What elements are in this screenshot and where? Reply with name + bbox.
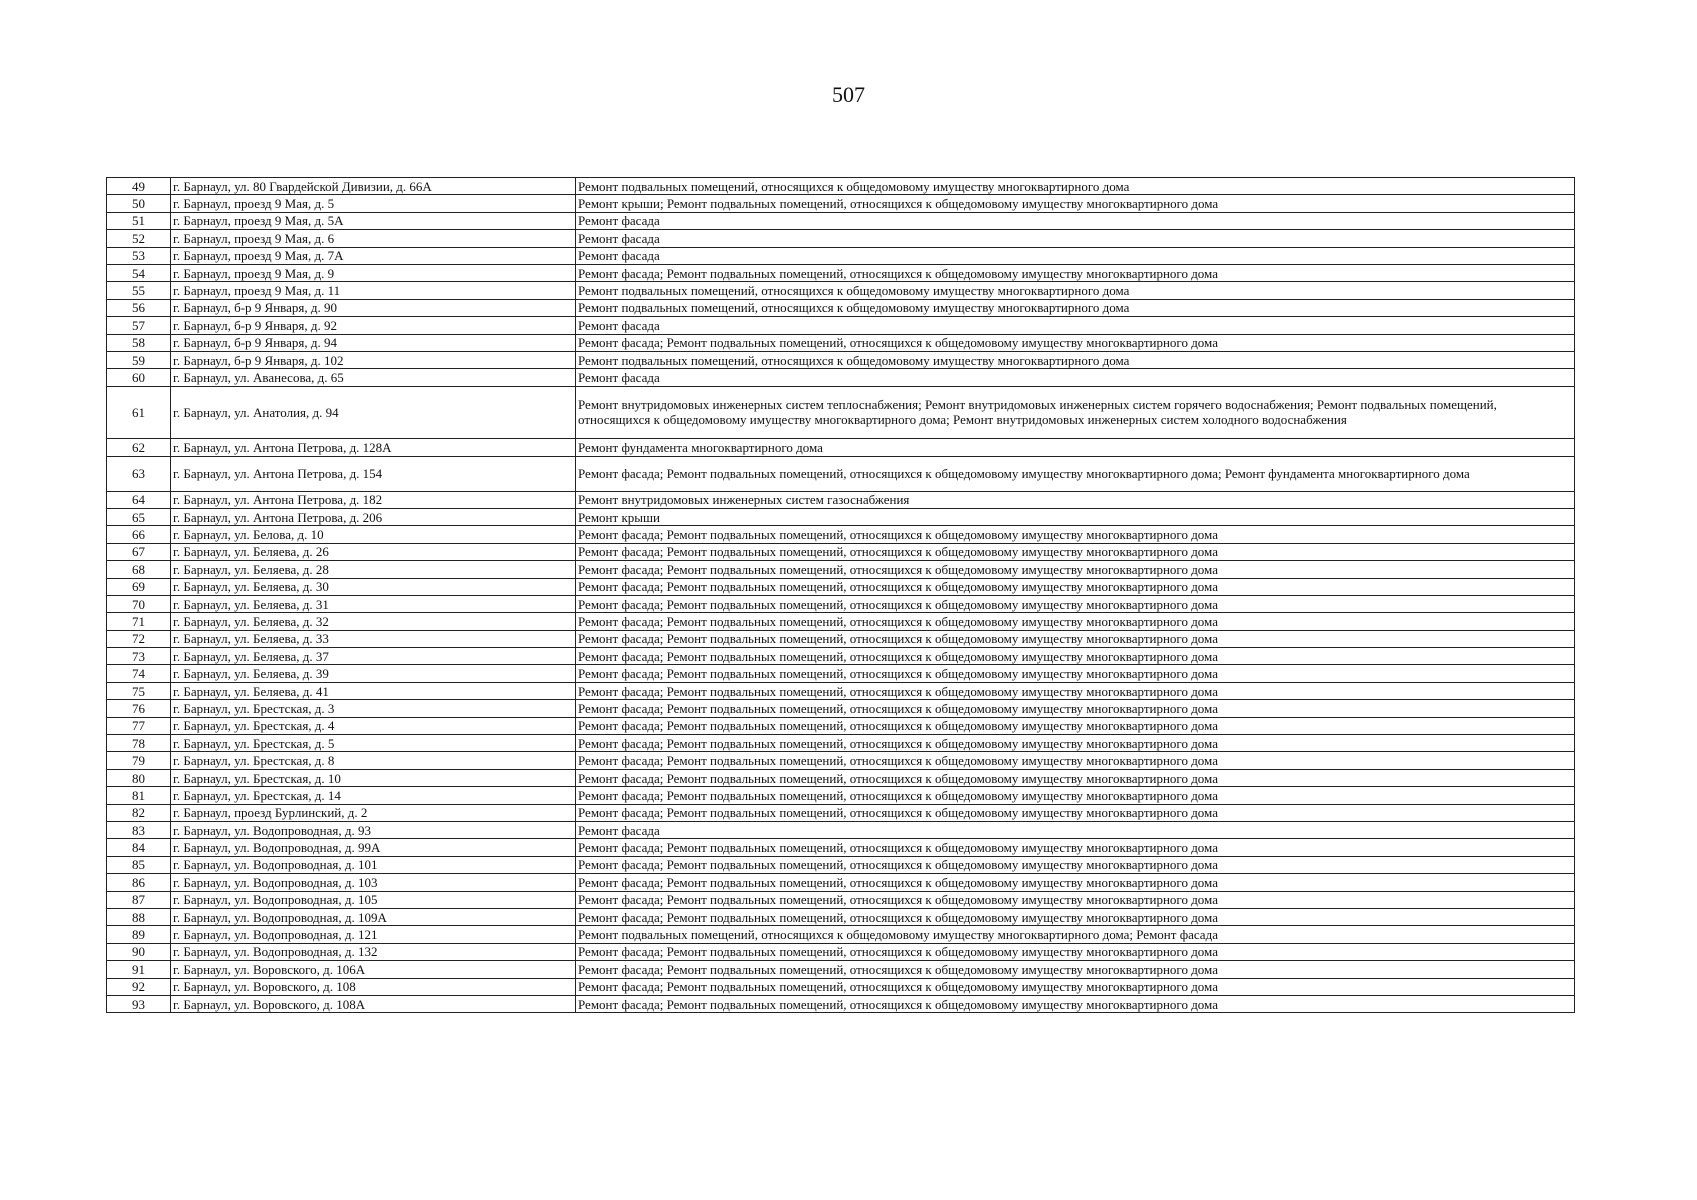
repair-work-cell: Ремонт фасада; Ремонт подвальных помещений, относящихся к общедомовому имуществу многоквартирного дома xyxy=(576,839,1575,856)
repair-work-cell: Ремонт фасада; Ремонт подвальных помещений, относящихся к общедомовому имуществу многоквартирного дома xyxy=(576,804,1575,821)
row-number-cell: 81 xyxy=(107,787,171,804)
table-row xyxy=(107,926,1575,943)
table-row xyxy=(107,665,1575,682)
table-row xyxy=(107,717,1575,734)
table-row xyxy=(107,908,1575,925)
repair-work-cell: Ремонт фасада; Ремонт подвальных помещений, относящихся к общедомовому имуществу многоквартирного дома xyxy=(576,578,1575,595)
address-cell: г. Барнаул, ул. Анатолия, д. 94 xyxy=(171,386,576,439)
row-number-cell: 77 xyxy=(107,717,171,734)
row-number-cell: 79 xyxy=(107,752,171,769)
repair-work-cell: Ремонт фасада; Ремонт подвальных помещений, относящихся к общедомовому имуществу многоквартирного дома xyxy=(576,526,1575,543)
table-row xyxy=(107,491,1575,508)
address-cell: г. Барнаул, ул. Аванесова, д. 65 xyxy=(171,369,576,386)
address-cell: г. Барнаул, проезд 9 Мая, д. 5 xyxy=(171,195,576,212)
row-number-cell: 82 xyxy=(107,804,171,821)
row-number-cell: 70 xyxy=(107,595,171,612)
address-cell: г. Барнаул, б-р 9 Января, д. 90 xyxy=(171,299,576,316)
address-cell: г. Барнаул, проезд 9 Мая, д. 7А xyxy=(171,247,576,264)
address-cell: г. Барнаул, ул. Беляева, д. 28 xyxy=(171,561,576,578)
address-cell: г. Барнаул, проезд 9 Мая, д. 11 xyxy=(171,282,576,299)
address-cell: г. Барнаул, ул. Водопроводная, д. 101 xyxy=(171,856,576,873)
table-row xyxy=(107,178,1575,195)
address-cell: г. Барнаул, ул. Брестская, д. 4 xyxy=(171,717,576,734)
address-cell: г. Барнаул, ул. Водопроводная, д. 121 xyxy=(171,926,576,943)
row-number-cell: 89 xyxy=(107,926,171,943)
repair-work-cell: Ремонт фасада xyxy=(576,212,1575,229)
page-number: 507 xyxy=(832,82,865,107)
repair-work-cell: Ремонт фасада; Ремонт подвальных помещений, относящихся к общедомовому имуществу многоквартирного дома xyxy=(576,961,1575,978)
row-number-cell: 80 xyxy=(107,769,171,786)
table-row xyxy=(107,839,1575,856)
table-body xyxy=(107,178,1575,1013)
table-row xyxy=(107,317,1575,334)
row-number-cell: 91 xyxy=(107,961,171,978)
row-number-cell: 84 xyxy=(107,839,171,856)
repair-work-cell: Ремонт фасада; Ремонт подвальных помещений, относящихся к общедомовому имуществу многоквартирного дома xyxy=(576,735,1575,752)
row-number-cell: 71 xyxy=(107,613,171,630)
table-row xyxy=(107,978,1575,995)
address-cell: г. Барнаул, ул. Беляева, д. 31 xyxy=(171,595,576,612)
repair-work-cell: Ремонт внутридомовых инженерных систем теплоснабжения; Ремонт внутридомовых инженерных систем горячего водоснабжения; Ремонт подвальных помещений, относящихся к общедомовому имуществу многоквартирного дома; Ремонт внутридомовых инженерных систем холодного водоснабжения xyxy=(576,386,1575,439)
table-row xyxy=(107,682,1575,699)
repair-work-cell: Ремонт фасада; Ремонт подвальных помещений, относящихся к общедомовому имуществу многоквартирного дома xyxy=(576,908,1575,925)
table-row xyxy=(107,595,1575,612)
repair-work-cell: Ремонт подвальных помещений, относящихся к общедомовому имуществу многоквартирного дома xyxy=(576,178,1575,195)
repair-work-cell: Ремонт фасада; Ремонт подвальных помещений, относящихся к общедомовому имуществу многоквартирного дома xyxy=(576,334,1575,351)
table-row xyxy=(107,856,1575,873)
repair-work-cell: Ремонт фасада; Ремонт подвальных помещений, относящихся к общедомовому имуществу многоквартирного дома xyxy=(576,630,1575,647)
address-cell: г. Барнаул, ул. Брестская, д. 8 xyxy=(171,752,576,769)
table-row xyxy=(107,299,1575,316)
repair-work-cell: Ремонт фасада; Ремонт подвальных помещений, относящихся к общедомовому имуществу многоквартирного дома xyxy=(576,543,1575,560)
table-row xyxy=(107,578,1575,595)
repair-work-cell: Ремонт фасада xyxy=(576,230,1575,247)
row-number-cell: 52 xyxy=(107,230,171,247)
table-row xyxy=(107,195,1575,212)
table-row xyxy=(107,769,1575,786)
table-row xyxy=(107,735,1575,752)
address-cell: г. Барнаул, ул. Антона Петрова, д. 128А xyxy=(171,439,576,456)
repair-work-cell: Ремонт фасада; Ремонт подвальных помещений, относящихся к общедомовому имуществу многоквартирного дома xyxy=(576,665,1575,682)
repair-work-cell: Ремонт подвальных помещений, относящихся к общедомовому имуществу многоквартирного дома xyxy=(576,282,1575,299)
address-cell: г. Барнаул, ул. Антона Петрова, д. 182 xyxy=(171,491,576,508)
row-number-cell: 61 xyxy=(107,386,171,439)
row-number-cell: 49 xyxy=(107,178,171,195)
address-cell: г. Барнаул, ул. Беляева, д. 32 xyxy=(171,613,576,630)
row-number-cell: 55 xyxy=(107,282,171,299)
repair-work-cell: Ремонт фасада; Ремонт подвальных помещений, относящихся к общедомовому имуществу многоквартирного дома xyxy=(576,874,1575,891)
table-row xyxy=(107,212,1575,229)
address-cell: г. Барнаул, проезд 9 Мая, д. 9 xyxy=(171,264,576,281)
address-cell: г. Барнаул, проезд 9 Мая, д. 6 xyxy=(171,230,576,247)
row-number-cell: 92 xyxy=(107,978,171,995)
table-row xyxy=(107,508,1575,525)
repair-work-cell: Ремонт фасада; Ремонт подвальных помещений, относящихся к общедомовому имуществу многоквартирного дома xyxy=(576,769,1575,786)
table-row xyxy=(107,995,1575,1012)
row-number-cell: 85 xyxy=(107,856,171,873)
repair-work-cell: Ремонт крыши; Ремонт подвальных помещений, относящихся к общедомовому имуществу многоквартирного дома xyxy=(576,195,1575,212)
repair-work-cell: Ремонт фундамента многоквартирного дома xyxy=(576,439,1575,456)
row-number-cell: 75 xyxy=(107,682,171,699)
address-cell: г. Барнаул, ул. Беляева, д. 37 xyxy=(171,648,576,665)
address-cell: г. Барнаул, ул. Беляева, д. 33 xyxy=(171,630,576,647)
repair-work-cell: Ремонт фасада; Ремонт подвальных помещений, относящихся к общедомовому имуществу многоквартирного дома xyxy=(576,264,1575,281)
address-cell: г. Барнаул, ул. Беляева, д. 39 xyxy=(171,665,576,682)
repair-work-cell: Ремонт фасада xyxy=(576,247,1575,264)
table-row xyxy=(107,787,1575,804)
address-cell: г. Барнаул, ул. Брестская, д. 3 xyxy=(171,700,576,717)
table-row xyxy=(107,264,1575,281)
row-number-cell: 58 xyxy=(107,334,171,351)
table-row xyxy=(107,943,1575,960)
table-row xyxy=(107,456,1575,491)
repair-work-cell: Ремонт фасада xyxy=(576,317,1575,334)
address-cell: г. Барнаул, ул. Водопроводная, д. 99А xyxy=(171,839,576,856)
repair-work-cell: Ремонт фасада; Ремонт подвальных помещений, относящихся к общедомовому имуществу многоквартирного дома xyxy=(576,995,1575,1012)
address-cell: г. Барнаул, б-р 9 Января, д. 102 xyxy=(171,351,576,368)
row-number-cell: 51 xyxy=(107,212,171,229)
repair-work-cell: Ремонт подвальных помещений, относящихся к общедомовому имуществу многоквартирного дома; Ремонт фасада xyxy=(576,926,1575,943)
repair-work-cell: Ремонт подвальных помещений, относящихся к общедомовому имуществу многоквартирного дома xyxy=(576,351,1575,368)
row-number-cell: 90 xyxy=(107,943,171,960)
address-cell: г. Барнаул, ул. Воровского, д. 106А xyxy=(171,961,576,978)
table-row xyxy=(107,700,1575,717)
row-number-cell: 73 xyxy=(107,648,171,665)
repair-work-cell: Ремонт подвальных помещений, относящихся к общедомовому имуществу многоквартирного дома xyxy=(576,299,1575,316)
table-row xyxy=(107,561,1575,578)
table-row xyxy=(107,526,1575,543)
row-number-cell: 86 xyxy=(107,874,171,891)
address-cell: г. Барнаул, ул. Беляева, д. 30 xyxy=(171,578,576,595)
table-row xyxy=(107,230,1575,247)
row-number-cell: 64 xyxy=(107,491,171,508)
repair-work-cell: Ремонт фасада; Ремонт подвальных помещений, относящихся к общедомовому имуществу многоквартирного дома xyxy=(576,561,1575,578)
table-row xyxy=(107,613,1575,630)
address-cell: г. Барнаул, б-р 9 Января, д. 94 xyxy=(171,334,576,351)
row-number-cell: 54 xyxy=(107,264,171,281)
row-number-cell: 87 xyxy=(107,891,171,908)
address-cell: г. Барнаул, ул. Водопроводная, д. 105 xyxy=(171,891,576,908)
table-row xyxy=(107,752,1575,769)
table-row xyxy=(107,874,1575,891)
repair-work-cell: Ремонт крыши xyxy=(576,508,1575,525)
address-cell: г. Барнаул, ул. Беляева, д. 41 xyxy=(171,682,576,699)
address-cell: г. Барнаул, б-р 9 Января, д. 92 xyxy=(171,317,576,334)
repair-work-cell: Ремонт фасада; Ремонт подвальных помещений, относящихся к общедомовому имуществу многоквартирного дома xyxy=(576,613,1575,630)
row-number-cell: 53 xyxy=(107,247,171,264)
table-row xyxy=(107,369,1575,386)
table-row xyxy=(107,282,1575,299)
row-number-cell: 68 xyxy=(107,561,171,578)
repair-work-cell: Ремонт фасада xyxy=(576,822,1575,839)
row-number-cell: 67 xyxy=(107,543,171,560)
address-cell: г. Барнаул, ул. Водопроводная, д. 93 xyxy=(171,822,576,839)
address-cell: г. Барнаул, ул. Антона Петрова, д. 206 xyxy=(171,508,576,525)
address-cell: г. Барнаул, ул. Водопроводная, д. 109А xyxy=(171,908,576,925)
row-number-cell: 56 xyxy=(107,299,171,316)
address-cell: г. Барнаул, ул. Воровского, д. 108А xyxy=(171,995,576,1012)
row-number-cell: 88 xyxy=(107,908,171,925)
repair-work-cell: Ремонт фасада; Ремонт подвальных помещений, относящихся к общедомовому имуществу многоквартирного дома xyxy=(576,700,1575,717)
address-cell: г. Барнаул, проезд 9 Мая, д. 5А xyxy=(171,212,576,229)
table-row xyxy=(107,247,1575,264)
address-cell: г. Барнаул, ул. Брестская, д. 14 xyxy=(171,787,576,804)
repair-work-cell: Ремонт фасада; Ремонт подвальных помещений, относящихся к общедомовому имуществу многоквартирного дома xyxy=(576,943,1575,960)
row-number-cell: 57 xyxy=(107,317,171,334)
address-cell: г. Барнаул, ул. Водопроводная, д. 103 xyxy=(171,874,576,891)
address-cell: г. Барнаул, ул. Белова, д. 10 xyxy=(171,526,576,543)
row-number-cell: 78 xyxy=(107,735,171,752)
address-cell: г. Барнаул, ул. Водопроводная, д. 132 xyxy=(171,943,576,960)
row-number-cell: 65 xyxy=(107,508,171,525)
address-cell: г. Барнаул, ул. Воровского, д. 108 xyxy=(171,978,576,995)
repair-work-cell: Ремонт внутридомовых инженерных систем газоснабжения xyxy=(576,491,1575,508)
table-row xyxy=(107,822,1575,839)
repair-work-cell: Ремонт фасада; Ремонт подвальных помещений, относящихся к общедомовому имуществу многоквартирного дома xyxy=(576,717,1575,734)
table-row xyxy=(107,543,1575,560)
address-cell: г. Барнаул, ул. Брестская, д. 10 xyxy=(171,769,576,786)
table-row xyxy=(107,891,1575,908)
repair-work-cell: Ремонт фасада; Ремонт подвальных помещений, относящихся к общедомовому имуществу многоквартирного дома xyxy=(576,648,1575,665)
repair-work-cell: Ремонт фасада; Ремонт подвальных помещений, относящихся к общедомовому имуществу многоквартирного дома xyxy=(576,595,1575,612)
table-row xyxy=(107,386,1575,439)
row-number-cell: 63 xyxy=(107,456,171,491)
table-row xyxy=(107,334,1575,351)
repair-work-cell: Ремонт фасада; Ремонт подвальных помещений, относящихся к общедомовому имуществу многоквартирного дома xyxy=(576,978,1575,995)
address-cell: г. Барнаул, проезд Бурлинский, д. 2 xyxy=(171,804,576,821)
repair-work-cell: Ремонт фасада; Ремонт подвальных помещений, относящихся к общедомовому имуществу многоквартирного дома xyxy=(576,856,1575,873)
repair-work-cell: Ремонт фасада; Ремонт подвальных помещений, относящихся к общедомовому имуществу многоквартирного дома; Ремонт фундамента многоквартирного дома xyxy=(576,456,1575,491)
row-number-cell: 69 xyxy=(107,578,171,595)
row-number-cell: 50 xyxy=(107,195,171,212)
table-row xyxy=(107,648,1575,665)
row-number-cell: 66 xyxy=(107,526,171,543)
repair-work-cell: Ремонт фасада; Ремонт подвальных помещений, относящихся к общедомовому имуществу многоквартирного дома xyxy=(576,787,1575,804)
housing-repair-table xyxy=(106,177,1575,1013)
table-row xyxy=(107,351,1575,368)
row-number-cell: 93 xyxy=(107,995,171,1012)
row-number-cell: 72 xyxy=(107,630,171,647)
repair-work-cell: Ремонт фасада xyxy=(576,369,1575,386)
row-number-cell: 83 xyxy=(107,822,171,839)
address-cell: г. Барнаул, ул. Беляева, д. 26 xyxy=(171,543,576,560)
row-number-cell: 62 xyxy=(107,439,171,456)
table-row xyxy=(107,630,1575,647)
row-number-cell: 74 xyxy=(107,665,171,682)
repair-work-cell: Ремонт фасада; Ремонт подвальных помещений, относящихся к общедомовому имуществу многоквартирного дома xyxy=(576,752,1575,769)
row-number-cell: 60 xyxy=(107,369,171,386)
row-number-cell: 59 xyxy=(107,351,171,368)
table-row xyxy=(107,439,1575,456)
repair-work-cell: Ремонт фасада; Ремонт подвальных помещений, относящихся к общедомовому имуществу многоквартирного дома xyxy=(576,891,1575,908)
table-row xyxy=(107,804,1575,821)
address-cell: г. Барнаул, ул. Антона Петрова, д. 154 xyxy=(171,456,576,491)
address-cell: г. Барнаул, ул. 80 Гвардейской Дивизии, д. 66А xyxy=(171,178,576,195)
row-number-cell: 76 xyxy=(107,700,171,717)
repair-work-cell: Ремонт фасада; Ремонт подвальных помещений, относящихся к общедомовому имуществу многоквартирного дома xyxy=(576,682,1575,699)
address-cell: г. Барнаул, ул. Брестская, д. 5 xyxy=(171,735,576,752)
table-row xyxy=(107,961,1575,978)
